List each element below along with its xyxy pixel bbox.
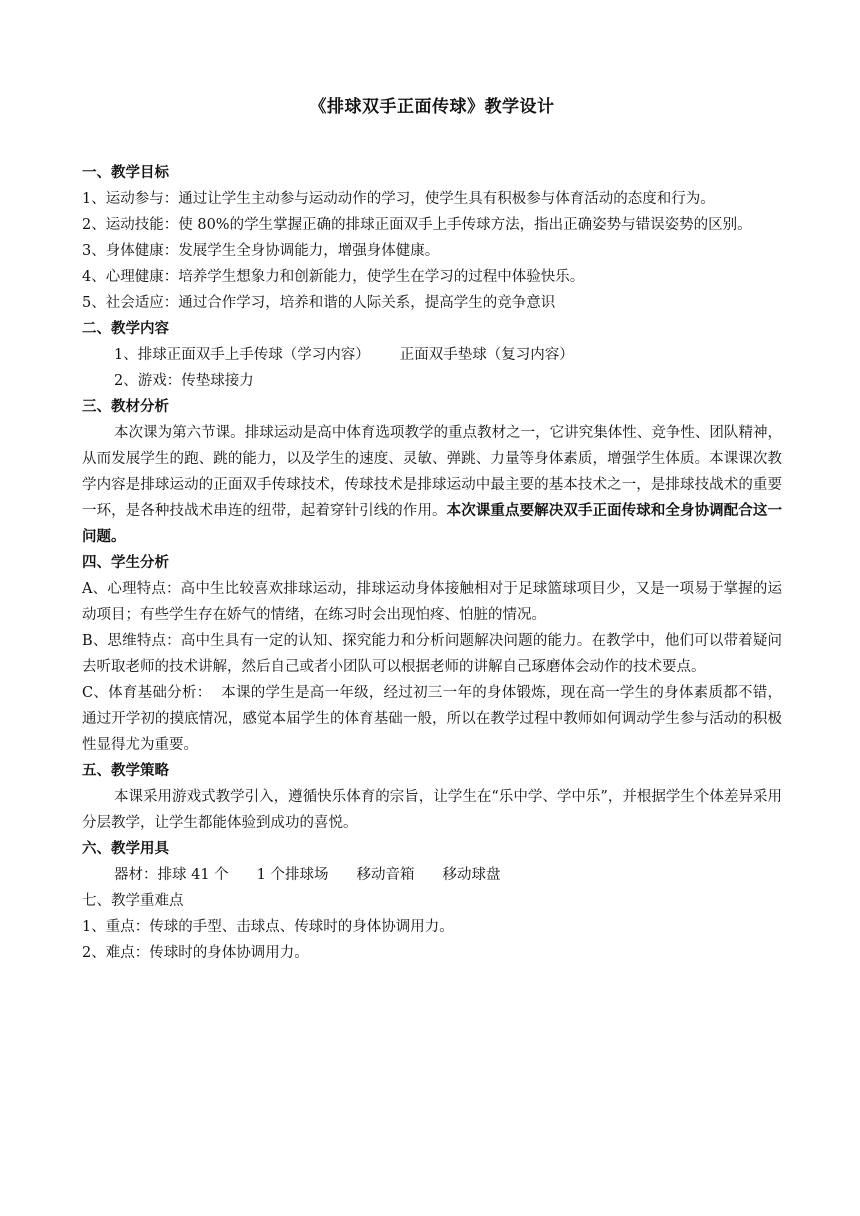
tool-item: 移动球盘 xyxy=(442,867,501,883)
goal-label: 4、心理健康： xyxy=(82,269,179,285)
keypoint-item: 1、重点：传球的手型、击球点、传球时的身体协调用力。 xyxy=(82,919,454,935)
section-heading-strategy: 五、教学策略 xyxy=(82,763,169,779)
material-text: 本次课为第六节课。排球运动是高中体育选项教学的重点教材之一，它讲究集体性、竞争性、团队精神，从而发展学生的跑、跳的能力，以及学生的速度、灵敏、弹跳、力量等身体素质，增强学生体质。本课课次教学内容是排球运动的正面双手传球技术，传球技术是排球运动中最主要的基本技术之一，是排球技战术的重要一环，是各种技战术串连的纽带，起着穿针引线的作用。 xyxy=(82,425,782,519)
goal-item xyxy=(82,290,782,316)
section-heading-goals: 一、教学目标 xyxy=(82,165,169,181)
goal-text: 培养学生想象力和创新能力，使学生在学习的过程中体验快乐。 xyxy=(178,269,585,285)
section-heading-keypoints: 七、教学重难点 xyxy=(82,893,184,909)
tool-item: 器材：排球 41 个 xyxy=(114,867,229,883)
content-line xyxy=(82,342,782,368)
goal-item xyxy=(82,212,782,238)
keypoint-item: 2、难点：传球时的身体协调用力。 xyxy=(82,945,309,961)
student-item: A、心理特点：高中生比较喜欢排球运动，排球运动身体接触相对于足球篮球项目少，又是一项易于掌握的运动项目；有些学生存在娇气的情绪，在练习时会出现怕疼、怕脏的情况。 xyxy=(82,581,782,623)
goal-item xyxy=(82,238,782,264)
goal-item xyxy=(82,264,782,290)
student-item: C、体育基础分析： 本课的学生是高一年级，经过初三一年的身体锻炼，现在高一学生的身体素质都不错，通过开学初的摸底情况，感觉本届学生的体育基础一般，所以在教学过程中教师如何调动学生参与活动的积极性显得尤为重要。 xyxy=(82,685,782,753)
material-paragraph xyxy=(82,420,782,550)
material-emphasis: 本次课重点要解决双手正面传球和全身协调配合这一问题。 xyxy=(82,502,783,545)
goal-text: 通过合作学习，培养和谐的人际关系，提高学生的竞争意识 xyxy=(178,295,556,311)
section-heading-tools: 六、教学用具 xyxy=(82,841,169,857)
tool-item: 1 个排球场 xyxy=(256,867,329,883)
goal-text: 使 80%的学生掌握正确的排球正面双手上手传球方法，指出正确姿势与错误姿势的区别。 xyxy=(178,217,752,233)
content-item-review: 正面双手垫球（复习内容） xyxy=(399,347,574,363)
content-item-learn: 1、排球正面双手上手传球（学习内容） xyxy=(114,347,370,363)
section-heading-content: 二、教学内容 xyxy=(82,321,169,337)
goal-label: 2、运动技能： xyxy=(82,217,179,233)
document-body xyxy=(82,160,782,966)
content-line: 2、游戏：传垫球接力 xyxy=(114,373,254,389)
strategy-paragraph: 本课采用游戏式教学引入，遵循快乐体育的宗旨，让学生在“乐中学、学中乐”，并根据学生个体差异采用分层教学，让学生都能体验到成功的喜悦。 xyxy=(82,789,782,831)
goal-label: 5、社会适应： xyxy=(82,295,179,311)
goal-label: 1、运动参与： xyxy=(82,191,179,207)
tools-line xyxy=(82,862,782,888)
goal-text: 通过让学生主动参与运动动作的学习，使学生具有积极参与体育活动的态度和行为。 xyxy=(178,191,715,207)
section-heading-students: 四、学生分析 xyxy=(82,555,169,571)
goal-label: 3、身体健康： xyxy=(82,243,179,259)
goal-item xyxy=(82,186,782,212)
student-item: B、思维特点：高中生具有一定的认知、探究能力和分析问题解决问题的能力。在教学中，他们可以带着疑问去听取老师的技术讲解，然后自己或者小团队可以根据老师的讲解自己琢磨体会动作的技术要点。 xyxy=(82,633,782,675)
tool-item: 移动音箱 xyxy=(356,867,415,883)
goal-text: 发展学生全身协调能力，增强身体健康。 xyxy=(178,243,440,259)
section-heading-material: 三、教材分析 xyxy=(82,399,169,415)
document-title: 《排球双手正面传球》教学设计 xyxy=(309,97,555,117)
